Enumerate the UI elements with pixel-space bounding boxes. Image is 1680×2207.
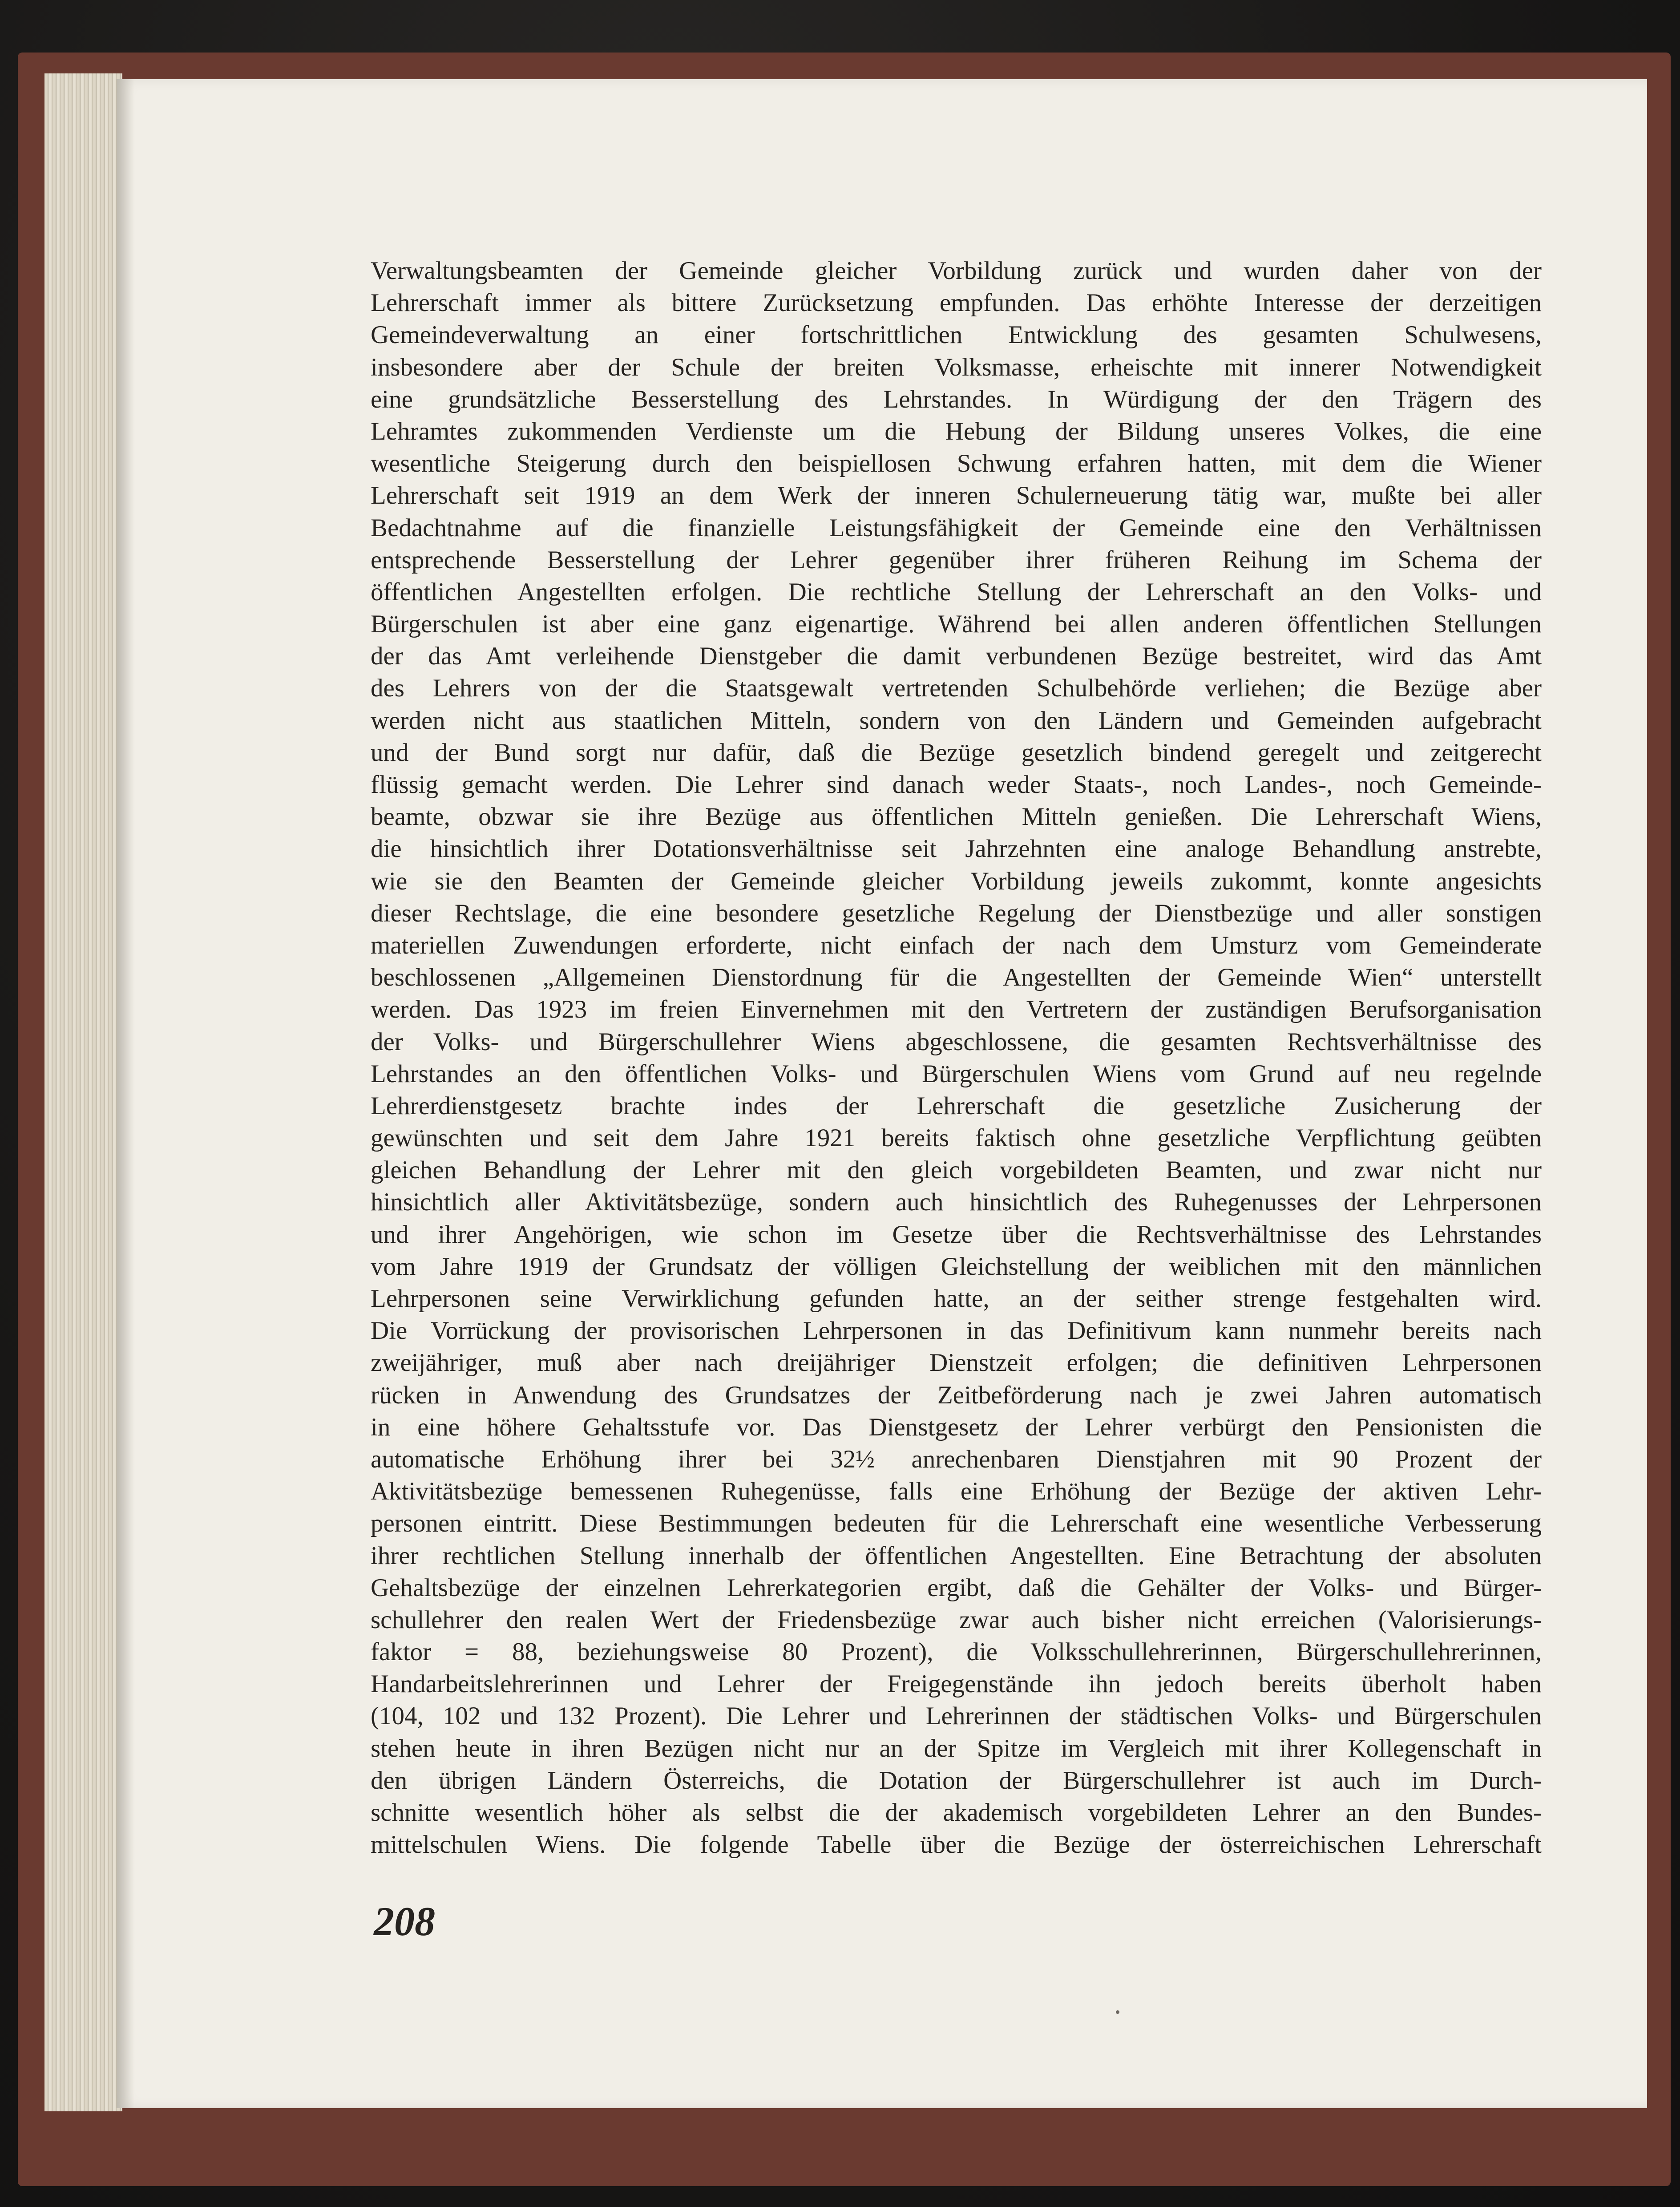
text-line: Lehramtes zukommenden Verdienste um die Hebung der Bildung unseres Volkes, die eine — [371, 417, 1542, 445]
text-line: (104, 102 und 132 Prozent). Die Lehrer und Lehrerinnen der städtischen Volks- und Bürgerschulen — [371, 1702, 1542, 1730]
text-line: Lehrpersonen seine Verwirklichung gefunden hatte, an der seither strenge festgehalten wird. — [371, 1285, 1542, 1313]
text-line: Gemeindeverwaltung an einer fortschrittlichen Entwicklung des gesamten Schulwesens, — [371, 321, 1542, 349]
text-line: automatische Erhöhung ihrer bei 32½ anrechenbaren Dienstjahren mit 90 Prozent der — [371, 1445, 1542, 1473]
text-line: Lehrerschaft immer als bittere Zurücksetzung empfunden. Das erhöhte Interesse der derzeitigen — [371, 289, 1542, 317]
text-line: Handarbeitslehrerinnen und Lehrer der Freigegenstände ihn jedoch bereits überholt haben — [371, 1670, 1542, 1698]
text-line: öffentlichen Angestellten erfolgen. Die rechtliche Stellung der Lehrerschaft an den Volks- und — [371, 578, 1542, 606]
text-line: gewünschten und seit dem Jahre 1921 bereits faktisch ohne gesetzliche Verpflichtung geübten — [371, 1124, 1542, 1152]
text-line: wesentliche Steigerung durch den beispiellosen Schwung erfahren hatten, mit dem die Wiener — [371, 449, 1542, 478]
text-line: der Volks- und Bürgerschullehrer Wiens abgeschlossene, die gesamten Rechtsverhältnisse des — [371, 1027, 1542, 1056]
text-line: werden. Das 1923 im freien Einvernehmen mit den Vertretern der zuständigen Berufsorganisation — [371, 995, 1542, 1024]
text-line: Bürgerschulen ist aber eine ganz eigenartige. Während bei allen anderen öffentlichen Stellungen — [371, 610, 1542, 639]
text-line: der das Amt verleihende Dienstgeber die damit verbundenen Bezüge bestreitet, wird das Amt — [371, 642, 1542, 671]
text-line: in eine höhere Gehaltsstufe vor. Das Dienstgesetz der Lehrer verbürgt den Pensionisten die — [371, 1413, 1542, 1441]
text-line: insbesondere aber der Schule der breiten Volksmasse, erheischte mit innerer Notwendigkeit — [371, 353, 1542, 381]
text-line: werden nicht aus staatlichen Mitteln, sondern von den Ländern und Gemeinden aufgebracht — [371, 706, 1542, 735]
text-line: Lehrerdienstgesetz brachte indes der Lehrerschaft die gesetzliche Zusicherung der — [371, 1091, 1542, 1120]
text-line: dieser Rechtslage, die eine besondere gesetzliche Regelung der Dienstbezüge und aller sonstigen — [371, 899, 1542, 927]
text-line: und der Bund sorgt nur dafür, daß die Bezüge gesetzlich bindend geregelt und zeitgerecht — [371, 738, 1542, 767]
text-line: rücken in Anwendung des Grundsatzes der Zeitbeförderung nach je zwei Jahren automatisch — [371, 1381, 1542, 1409]
text-line: und ihrer Angehörigen, wie schon im Gesetze über die Rechtsverhältnisse des Lehrstandes — [371, 1220, 1542, 1249]
text-line: Lehrstandes an den öffentlichen Volks- und Bürgerschulen Wiens vom Grund auf neu regelnde — [371, 1059, 1542, 1088]
paper-speck — [1116, 2010, 1119, 2014]
text-line: des Lehrers von der die Staatsgewalt vertretenden Schulbehörde verliehen; die Bezüge aber — [371, 674, 1542, 703]
text-line: flüssig gemacht werden. Die Lehrer sind danach weder Staats-, noch Landes-, noch Gemeinde- — [371, 771, 1542, 799]
text-line: Bedachtnahme auf die finanzielle Leistungsfähigkeit der Gemeinde eine den Verhältnissen — [371, 513, 1542, 542]
text-line: stehen heute in ihren Bezügen nicht nur an der Spitze im Vergleich mit ihrer Kollegenschaft in — [371, 1734, 1542, 1762]
text-line: den übrigen Ländern Österreichs, die Dotation der Bürgerschullehrer ist auch im Durch- — [371, 1766, 1542, 1795]
text-line: schnitte wesentlich höher als selbst die der akademisch vorgebildeten Lehrer an den Bundes- — [371, 1799, 1542, 1827]
text-line: zweijähriger, muß aber nach dreijähriger Dienstzeit erfolgen; die definitiven Lehrpersonen — [371, 1349, 1542, 1377]
gutter-shadow — [117, 79, 134, 2108]
text-line: ihrer rechtlichen Stellung innerhalb der öffentlichen Angestellten. Eine Betrachtung der absoluten — [371, 1541, 1542, 1570]
text-line: vom Jahre 1919 der Grundsatz der völligen Gleichstellung der weiblichen mit den männlichen — [371, 1252, 1542, 1281]
text-line: wie sie den Beamten der Gemeinde gleicher Vorbildung jeweils zukommt, konnte angesichts — [371, 867, 1542, 895]
text-line: Die Vorrückung der provisorischen Lehrpersonen in das Definitivum kann nunmehr bereits nach — [371, 1317, 1542, 1345]
text-line: hinsichtlich aller Aktivitätsbezüge, sondern auch hinsichtlich des Ruhegenusses der Lehrpersonen — [371, 1188, 1542, 1217]
text-line: Lehrerschaft seit 1919 an dem Werk der inneren Schulerneuerung tätig war, mußte bei aller — [371, 481, 1542, 510]
text-line: materiellen Zuwendungen erforderte, nicht einfach der nach dem Umsturz vom Gemeinderate — [371, 931, 1542, 959]
text-line: eine grundsätzliche Besserstellung des Lehrstandes. In Würdigung der den Trägern des — [371, 385, 1542, 413]
text-line: mittelschulen Wiens. Die folgende Tabelle über die Bezüge der österreichischen Lehrerschaft — [371, 1831, 1542, 1859]
text-line: gleichen Behandlung der Lehrer mit den gleich vorgebildeten Beamten, und zwar nicht nur — [371, 1156, 1542, 1184]
text-line: Gehaltsbezüge der einzelnen Lehrerkategorien ergibt, daß die Gehälter der Volks- und Bürger- — [371, 1573, 1542, 1602]
text-line: personen eintritt. Diese Bestimmungen bedeuten für die Lehrerschaft eine wesentliche Verbesserung — [371, 1509, 1542, 1538]
text-line: Verwaltungsbeamten der Gemeinde gleicher Vorbildung zurück und wurden daher von der — [371, 257, 1542, 285]
text-line: beschlossenen „Allgemeinen Dienstordnung für die Angestellten der Gemeinde Wien“ unterstellt — [371, 963, 1542, 992]
text-line: beamte, obzwar sie ihre Bezüge aus öffentlichen Mitteln genießen. Die Lehrerschaft Wiens, — [371, 803, 1542, 831]
page-number: 208 — [374, 1899, 435, 1944]
text-line: faktor = 88, beziehungsweise 80 Prozent), die Volksschullehrerinnen, Bürgerschullehrerinnen, — [371, 1638, 1542, 1666]
page-edges — [44, 73, 122, 2111]
body-text — [371, 255, 1542, 1861]
text-line: entsprechende Besserstellung der Lehrer gegenüber ihrer früheren Reihung im Schema der — [371, 546, 1542, 574]
text-line: die hinsichtlich ihrer Dotationsverhältnisse seit Jahrzehnten eine analoge Behandlung anstrebte, — [371, 835, 1542, 863]
text-line: schullehrer den realen Wert der Friedensbezüge zwar auch bisher nicht erreichen (Valorisierungs- — [371, 1605, 1542, 1634]
text-line: Aktivitätsbezüge bemessenen Ruhegenüsse, falls eine Erhöhung der Bezüge der aktiven Lehr- — [371, 1477, 1542, 1506]
